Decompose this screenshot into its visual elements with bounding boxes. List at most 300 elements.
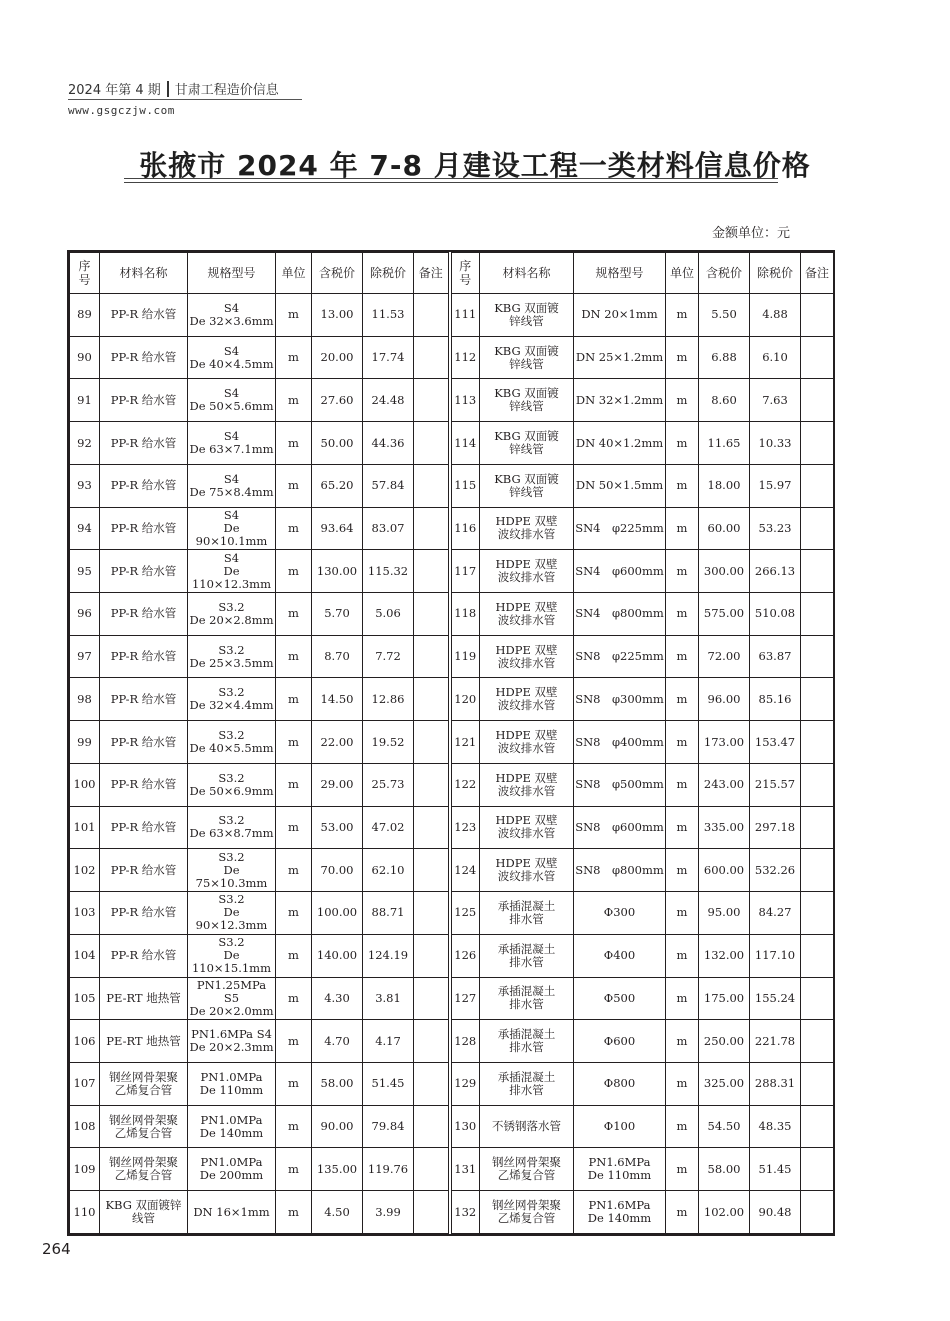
cell-seq: 102: [70, 849, 100, 892]
cell-price-excl-tax: 288.31: [750, 1062, 801, 1105]
cell-price-incl-tax: 4.50: [312, 1191, 363, 1234]
col-header-seq: 序 号: [70, 253, 100, 294]
cell-remark: [801, 1062, 834, 1105]
cell-seq: 94: [70, 507, 100, 550]
cell-material-name: KBG 双面镀 锌线管: [480, 464, 574, 507]
cell-remark: [801, 892, 834, 935]
issue-label: 2024 年第 4 期: [68, 83, 161, 98]
cell-material-name: PP-R 给水管: [100, 379, 188, 422]
cell-price-incl-tax: 600.00: [699, 849, 750, 892]
cell-material-name: PP-R 给水管: [100, 678, 188, 721]
cell-unit: m: [276, 294, 312, 337]
cell-price-incl-tax: 8.60: [699, 379, 750, 422]
cell-spec: S3.2 De 110×15.1mm: [188, 934, 276, 977]
cell-remark: [414, 635, 450, 678]
cell-material-name: 钢丝网骨架聚 乙烯复合管: [100, 1105, 188, 1148]
cell-seq: 118: [450, 593, 480, 636]
cell-material-name: 承插混凝土 排水管: [480, 977, 574, 1020]
table-row: [70, 849, 834, 892]
cell-unit: m: [276, 892, 312, 935]
cell-price-incl-tax: 6.88: [699, 336, 750, 379]
cell-remark: [801, 1105, 834, 1148]
cell-unit: m: [666, 1191, 699, 1234]
cell-price-incl-tax: 5.50: [699, 294, 750, 337]
cell-spec: DN 16×1mm: [188, 1191, 276, 1234]
table-row: [70, 806, 834, 849]
cell-remark: [801, 678, 834, 721]
cell-material-name: HDPE 双壁 波纹排水管: [480, 678, 574, 721]
cell-seq: 104: [70, 934, 100, 977]
cell-price-incl-tax: 54.50: [699, 1105, 750, 1148]
cell-remark: [414, 721, 450, 764]
cell-remark: [414, 892, 450, 935]
price-table: [69, 252, 834, 1234]
cell-remark: [801, 721, 834, 764]
cell-price-excl-tax: 124.19: [363, 934, 414, 977]
cell-remark: [801, 422, 834, 465]
cell-spec: SN8 φ225mm: [574, 635, 666, 678]
cell-material-name: PP-R 给水管: [100, 336, 188, 379]
table-row: [70, 721, 834, 764]
cell-price-excl-tax: 25.73: [363, 763, 414, 806]
cell-unit: m: [276, 593, 312, 636]
cell-price-incl-tax: 18.00: [699, 464, 750, 507]
col-header: 材料名称: [100, 253, 188, 294]
col-header: 规格型号: [574, 253, 666, 294]
cell-spec: S4 De 50×5.6mm: [188, 379, 276, 422]
cell-price-excl-tax: 266.13: [750, 550, 801, 593]
cell-spec: PN1.6MPa S4 De 20×2.3mm: [188, 1020, 276, 1063]
cell-price-incl-tax: 132.00: [699, 934, 750, 977]
cell-price-excl-tax: 57.84: [363, 464, 414, 507]
cell-seq: 105: [70, 977, 100, 1020]
cell-remark: [414, 507, 450, 550]
cell-price-excl-tax: 7.72: [363, 635, 414, 678]
cell-price-incl-tax: 325.00: [699, 1062, 750, 1105]
cell-price-incl-tax: 29.00: [312, 763, 363, 806]
cell-price-incl-tax: 135.00: [312, 1148, 363, 1191]
cell-material-name: KBG 双面镀 锌线管: [480, 294, 574, 337]
cell-spec: DN 20×1mm: [574, 294, 666, 337]
cell-remark: [801, 1148, 834, 1191]
cell-price-excl-tax: 4.17: [363, 1020, 414, 1063]
cell-price-incl-tax: 100.00: [312, 892, 363, 935]
cell-spec: PN1.6MPa De 110mm: [574, 1148, 666, 1191]
cell-price-incl-tax: 72.00: [699, 635, 750, 678]
cell-price-incl-tax: 96.00: [699, 678, 750, 721]
cell-remark: [801, 635, 834, 678]
cell-unit: m: [276, 507, 312, 550]
cell-seq: 123: [450, 806, 480, 849]
cell-spec: PN1.0MPa De 110mm: [188, 1062, 276, 1105]
cell-seq: 90: [70, 336, 100, 379]
cell-price-excl-tax: 24.48: [363, 379, 414, 422]
cell-spec: S4 De 90×10.1mm: [188, 507, 276, 550]
cell-material-name: PP-R 给水管: [100, 593, 188, 636]
cell-remark: [414, 294, 450, 337]
cell-unit: m: [276, 1191, 312, 1234]
cell-remark: [414, 934, 450, 977]
cell-price-incl-tax: 58.00: [699, 1148, 750, 1191]
cell-remark: [414, 763, 450, 806]
cell-price-excl-tax: 221.78: [750, 1020, 801, 1063]
cell-spec: S3.2 De 75×10.3mm: [188, 849, 276, 892]
page-title: 张掖市 2024 年 7-8 月建设工程一类材料信息价格: [139, 149, 811, 182]
cell-material-name: PE-RT 地热管: [100, 977, 188, 1020]
cell-price-incl-tax: 173.00: [699, 721, 750, 764]
col-header: 备注: [801, 253, 834, 294]
cell-seq: 103: [70, 892, 100, 935]
cell-price-incl-tax: 4.30: [312, 977, 363, 1020]
cell-seq: 125: [450, 892, 480, 935]
cell-spec: S3.2 De 32×4.4mm: [188, 678, 276, 721]
cell-remark: [801, 550, 834, 593]
table-row: [70, 1020, 834, 1063]
cell-material-name: PP-R 给水管: [100, 934, 188, 977]
cell-price-incl-tax: 140.00: [312, 934, 363, 977]
website-url: www.gsgczjw.com: [68, 104, 175, 117]
cell-seq: 127: [450, 977, 480, 1020]
cell-unit: m: [666, 806, 699, 849]
cell-price-excl-tax: 532.26: [750, 849, 801, 892]
cell-price-excl-tax: 6.10: [750, 336, 801, 379]
cell-remark: [414, 977, 450, 1020]
cell-seq: 122: [450, 763, 480, 806]
cell-price-excl-tax: 4.88: [750, 294, 801, 337]
table-row: [70, 550, 834, 593]
table-row: [70, 336, 834, 379]
cell-remark: [414, 336, 450, 379]
table-row: [70, 379, 834, 422]
cell-unit: m: [666, 635, 699, 678]
title-underline: [124, 178, 778, 179]
table-row: [70, 892, 834, 935]
cell-seq: 91: [70, 379, 100, 422]
cell-price-incl-tax: 335.00: [699, 806, 750, 849]
cell-price-excl-tax: 83.07: [363, 507, 414, 550]
cell-unit: m: [276, 422, 312, 465]
cell-material-name: PP-R 给水管: [100, 849, 188, 892]
cell-spec: SN4 φ225mm: [574, 507, 666, 550]
col-header: 含税价: [312, 253, 363, 294]
cell-price-incl-tax: 50.00: [312, 422, 363, 465]
cell-remark: [414, 464, 450, 507]
cell-remark: [414, 1020, 450, 1063]
unit-note: 金额单位：元: [711, 226, 790, 241]
cell-price-incl-tax: 20.00: [312, 336, 363, 379]
cell-spec: SN4 φ800mm: [574, 593, 666, 636]
cell-price-incl-tax: 250.00: [699, 1020, 750, 1063]
cell-price-excl-tax: 44.36: [363, 422, 414, 465]
cell-material-name: 承插混凝土 排水管: [480, 892, 574, 935]
table-row: [70, 1148, 834, 1191]
cell-seq: 89: [70, 294, 100, 337]
cell-remark: [801, 849, 834, 892]
cell-spec: PN1.6MPa De 140mm: [574, 1191, 666, 1234]
cell-price-excl-tax: 215.57: [750, 763, 801, 806]
cell-seq: 126: [450, 934, 480, 977]
cell-price-excl-tax: 15.97: [750, 464, 801, 507]
cell-spec: Φ600: [574, 1020, 666, 1063]
cell-price-incl-tax: 95.00: [699, 892, 750, 935]
cell-price-excl-tax: 85.16: [750, 678, 801, 721]
cell-price-incl-tax: 130.00: [312, 550, 363, 593]
cell-price-excl-tax: 155.24: [750, 977, 801, 1020]
cell-seq: 109: [70, 1148, 100, 1191]
cell-spec: DN 32×1.2mm: [574, 379, 666, 422]
col-header: 单位: [666, 253, 699, 294]
cell-price-excl-tax: 119.76: [363, 1148, 414, 1191]
cell-seq: 112: [450, 336, 480, 379]
cell-material-name: HDPE 双壁 波纹排水管: [480, 635, 574, 678]
cell-unit: m: [666, 593, 699, 636]
cell-seq: 129: [450, 1062, 480, 1105]
cell-spec: S4 De 75×8.4mm: [188, 464, 276, 507]
cell-remark: [801, 336, 834, 379]
cell-seq: 119: [450, 635, 480, 678]
cell-seq: 107: [70, 1062, 100, 1105]
cell-price-excl-tax: 51.45: [750, 1148, 801, 1191]
cell-price-incl-tax: 60.00: [699, 507, 750, 550]
cell-unit: m: [666, 763, 699, 806]
cell-material-name: PP-R 给水管: [100, 892, 188, 935]
table-row: [70, 422, 834, 465]
cell-unit: m: [276, 550, 312, 593]
cell-seq: 101: [70, 806, 100, 849]
cell-spec: SN8 φ600mm: [574, 806, 666, 849]
table-row: [70, 635, 834, 678]
col-header: 备注: [414, 253, 450, 294]
cell-material-name: HDPE 双壁 波纹排水管: [480, 507, 574, 550]
cell-remark: [414, 806, 450, 849]
cell-price-excl-tax: 115.32: [363, 550, 414, 593]
cell-spec: Φ400: [574, 934, 666, 977]
cell-unit: m: [666, 1020, 699, 1063]
table-row: [70, 1191, 834, 1234]
cell-unit: m: [666, 294, 699, 337]
cell-seq: 110: [70, 1191, 100, 1234]
cell-material-name: 钢丝网骨架聚 乙烯复合管: [100, 1062, 188, 1105]
cell-price-incl-tax: 102.00: [699, 1191, 750, 1234]
cell-remark: [414, 1062, 450, 1105]
cell-spec: SN8 φ400mm: [574, 721, 666, 764]
cell-price-excl-tax: 3.99: [363, 1191, 414, 1234]
cell-material-name: PP-R 给水管: [100, 294, 188, 337]
cell-price-incl-tax: 53.00: [312, 806, 363, 849]
cell-seq: 114: [450, 422, 480, 465]
cell-price-incl-tax: 90.00: [312, 1105, 363, 1148]
cell-unit: m: [276, 336, 312, 379]
cell-spec: DN 40×1.2mm: [574, 422, 666, 465]
cell-price-incl-tax: 4.70: [312, 1020, 363, 1063]
cell-remark: [414, 550, 450, 593]
cell-remark: [414, 678, 450, 721]
cell-material-name: HDPE 双壁 波纹排水管: [480, 763, 574, 806]
cell-remark: [801, 806, 834, 849]
cell-seq: 93: [70, 464, 100, 507]
cell-remark: [414, 849, 450, 892]
table-header-row: [70, 253, 834, 294]
cell-spec: S4 De 40×4.5mm: [188, 336, 276, 379]
col-header-seq: 序 号: [450, 253, 480, 294]
cell-material-name: 承插混凝土 排水管: [480, 1062, 574, 1105]
col-header: 除税价: [750, 253, 801, 294]
cell-price-excl-tax: 510.08: [750, 593, 801, 636]
cell-price-excl-tax: 79.84: [363, 1105, 414, 1148]
cell-price-excl-tax: 19.52: [363, 721, 414, 764]
cell-remark: [414, 593, 450, 636]
cell-price-incl-tax: 300.00: [699, 550, 750, 593]
cell-unit: m: [276, 1020, 312, 1063]
cell-spec: S3.2 De 63×8.7mm: [188, 806, 276, 849]
cell-unit: m: [276, 763, 312, 806]
cell-remark: [801, 934, 834, 977]
cell-price-excl-tax: 62.10: [363, 849, 414, 892]
cell-seq: 131: [450, 1148, 480, 1191]
cell-price-excl-tax: 12.86: [363, 678, 414, 721]
cell-price-incl-tax: 5.70: [312, 593, 363, 636]
cell-unit: m: [276, 721, 312, 764]
cell-unit: m: [276, 678, 312, 721]
cell-unit: m: [666, 422, 699, 465]
cell-spec: S4 De 110×12.3mm: [188, 550, 276, 593]
cell-price-incl-tax: 22.00: [312, 721, 363, 764]
table-row: [70, 507, 834, 550]
cell-remark: [801, 593, 834, 636]
cell-price-incl-tax: 8.70: [312, 635, 363, 678]
cell-price-incl-tax: 575.00: [699, 593, 750, 636]
cell-price-excl-tax: 53.23: [750, 507, 801, 550]
cell-seq: 117: [450, 550, 480, 593]
col-header: 材料名称: [480, 253, 574, 294]
cell-material-name: KBG 双面镀 锌线管: [480, 379, 574, 422]
cell-material-name: KBG 双面镀 锌线管: [480, 336, 574, 379]
table-row: [70, 977, 834, 1020]
cell-unit: m: [666, 849, 699, 892]
cell-remark: [801, 763, 834, 806]
cell-remark: [801, 1020, 834, 1063]
cell-seq: 111: [450, 294, 480, 337]
cell-price-excl-tax: 153.47: [750, 721, 801, 764]
cell-seq: 121: [450, 721, 480, 764]
table-row: [70, 1062, 834, 1105]
cell-seq: 130: [450, 1105, 480, 1148]
cell-seq: 128: [450, 1020, 480, 1063]
cell-spec: S3.2 De 40×5.5mm: [188, 721, 276, 764]
cell-material-name: PP-R 给水管: [100, 507, 188, 550]
cell-remark: [414, 379, 450, 422]
cell-price-excl-tax: 90.48: [750, 1191, 801, 1234]
cell-price-excl-tax: 47.02: [363, 806, 414, 849]
cell-price-incl-tax: 11.65: [699, 422, 750, 465]
cell-material-name: HDPE 双壁 波纹排水管: [480, 593, 574, 636]
cell-spec: S3.2 De 20×2.8mm: [188, 593, 276, 636]
cell-unit: m: [666, 1148, 699, 1191]
header-rule: [68, 99, 302, 100]
cell-seq: 116: [450, 507, 480, 550]
col-header: 单位: [276, 253, 312, 294]
cell-unit: m: [666, 336, 699, 379]
cell-unit: m: [276, 806, 312, 849]
cell-material-name: 不锈钢落水管: [480, 1105, 574, 1148]
cell-seq: 120: [450, 678, 480, 721]
cell-unit: m: [666, 721, 699, 764]
cell-spec: PN1.0MPa De 200mm: [188, 1148, 276, 1191]
cell-unit: m: [666, 977, 699, 1020]
cell-unit: m: [666, 934, 699, 977]
cell-price-incl-tax: 70.00: [312, 849, 363, 892]
cell-price-incl-tax: 27.60: [312, 379, 363, 422]
cell-spec: S3.2 De 90×12.3mm: [188, 892, 276, 935]
cell-unit: m: [276, 849, 312, 892]
cell-price-incl-tax: 13.00: [312, 294, 363, 337]
cell-price-excl-tax: 48.35: [750, 1105, 801, 1148]
cell-remark: [801, 294, 834, 337]
cell-spec: PN1.0MPa De 140mm: [188, 1105, 276, 1148]
cell-spec: DN 50×1.5mm: [574, 464, 666, 507]
cell-unit: m: [276, 379, 312, 422]
cell-material-name: 钢丝网骨架聚 乙烯复合管: [480, 1148, 574, 1191]
cell-remark: [414, 1148, 450, 1191]
publication-name: 甘肃工程造价信息: [174, 83, 279, 98]
cell-price-excl-tax: 63.87: [750, 635, 801, 678]
cell-price-excl-tax: 3.81: [363, 977, 414, 1020]
cell-spec: PN1.25MPa S5 De 20×2.0mm: [189, 977, 274, 1018]
cell-seq: 106: [70, 1020, 100, 1063]
cell-spec: S3.2 De 25×3.5mm: [188, 635, 276, 678]
col-header: 除税价: [363, 253, 414, 294]
cell-unit: m: [666, 464, 699, 507]
price-table-frame: [67, 250, 835, 1236]
cell-spec: S4 De 63×7.1mm: [188, 422, 276, 465]
cell-remark: [801, 1191, 834, 1234]
cell-price-excl-tax: 84.27: [750, 892, 801, 935]
cell-material-name: PE-RT 地热管: [100, 1020, 188, 1063]
cell-price-excl-tax: 7.63: [750, 379, 801, 422]
page-number: 264: [42, 1240, 71, 1258]
cell-unit: m: [276, 934, 312, 977]
cell-material-name: PP-R 给水管: [100, 763, 188, 806]
col-header: 规格型号: [188, 253, 276, 294]
cell-remark: [801, 507, 834, 550]
cell-material-name: HDPE 双壁 波纹排水管: [480, 849, 574, 892]
cell-price-incl-tax: 65.20: [312, 464, 363, 507]
cell-price-excl-tax: 117.10: [750, 934, 801, 977]
cell-spec: Φ800: [574, 1062, 666, 1105]
cell-spec: Φ300: [574, 892, 666, 935]
cell-material-name: HDPE 双壁 波纹排水管: [480, 550, 574, 593]
cell-material-name: PP-R 给水管: [100, 464, 188, 507]
cell-unit: m: [276, 977, 312, 1020]
table-row: [70, 678, 834, 721]
cell-remark: [801, 379, 834, 422]
running-header: [68, 79, 279, 98]
cell-seq: 99: [70, 721, 100, 764]
cell-unit: m: [276, 1105, 312, 1148]
cell-spec: Φ100: [574, 1105, 666, 1148]
cell-unit: m: [276, 635, 312, 678]
cell-seq: 95: [70, 550, 100, 593]
cell-unit: m: [276, 464, 312, 507]
cell-spec: Φ500: [574, 977, 666, 1020]
cell-seq: 132: [450, 1191, 480, 1234]
cell-material-name: 钢丝网骨架聚 乙烯复合管: [100, 1148, 188, 1191]
cell-remark: [414, 1105, 450, 1148]
cell-unit: m: [666, 550, 699, 593]
cell-remark: [414, 1191, 450, 1234]
table-row: [70, 1105, 834, 1148]
cell-spec: SN8 φ300mm: [574, 678, 666, 721]
